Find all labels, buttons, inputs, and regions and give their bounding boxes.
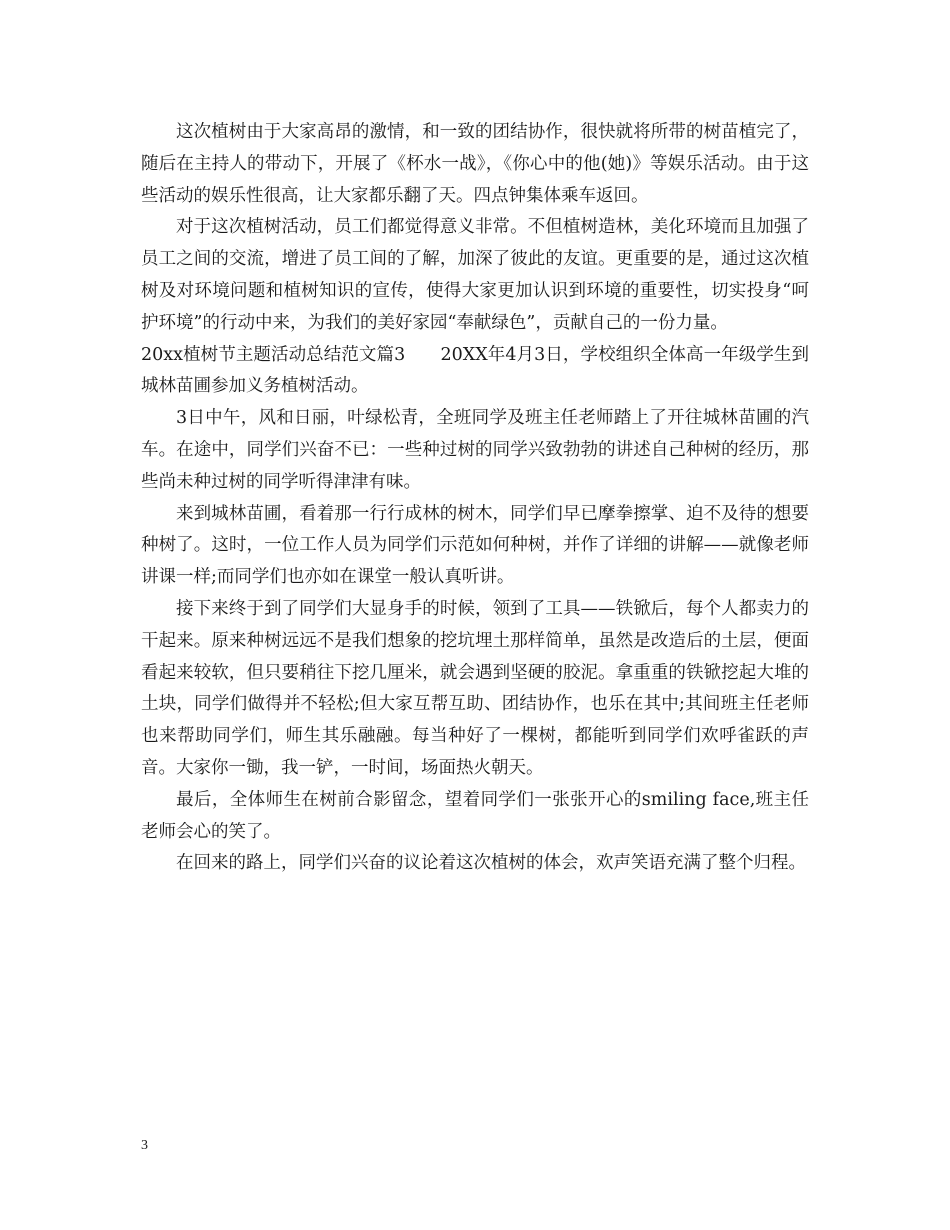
paragraph: 这次植树由于大家高昂的激情，和一致的团结协作，很快就将所带的树苗植完了，随后在主持人的带动下，开展了《杯水一战》，《你心中的他(她)》等娱乐活动。由于这些活动的娱乐性很高，让大家都乐翻了天。四点钟集体乘车返回。 [141,122,809,206]
paragraph: 3日中午，风和日丽，叶绿松青，全班同学及班主任老师踏上了开往城林苗圃的汽车。在途中，同学们兴奋不已：一些种过树的同学兴致勃勃的讲述自己种树的经历，那些尚未种过树的同学听得津津有味。 [141,408,809,492]
document-body [141,117,809,880]
paragraph: 最后，全体师生在树前合影留念，望着同学们一张张开心的smiling face,班主任老师会心的笑了。 [141,789,809,842]
page-number: 3 [141,1138,148,1153]
paragraph: 在回来的路上，同学们兴奋的议论着这次植树的体会，欢声笑语充满了整个归程。 [176,853,806,874]
paragraph: 接下来终于到了同学们大显身手的时候，领到了工具——铁锨后，每个人都卖力的干起来。原来种树远远不是我们想象的挖坑埋土那样简单，虽然是改造后的土层，便面看起来较软，但只要稍往下挖几厘米，就会遇到坚硬的胶泥。拿重重的铁锨挖起大堆的土块，同学们做得并不轻松;但大家互帮互助、团结协作，也乐在其中;其间班主任老师也来帮助同学们，师生其乐融融。每当种好了一棵树，都能听到同学们欢呼雀跃的声音。大家你一锄，我一铲，一时间，场面热火朝天。 [141,598,809,778]
paragraph: 来到城林苗圃，看着那一行行成林的树木，同学们早已摩拳擦掌、迫不及待的想要种树了。这时，一位工作人员为同学们示范如何种树，并作了详细的讲解——就像老师讲课一样;而同学们也亦如在课堂一般认真听讲。 [141,503,809,588]
paragraph: 对于这次植树活动，员工们都觉得意义非常。不但植树造林，美化环境而且加强了员工之间的交流，增进了员工间的了解，加深了彼此的友谊。更重要的是，通过这次植树及对环境问题和植树知识的宣传，使得大家更加认识到环境的重要性，切实投身“呵护环境”的行动中来，为我们的美好家园“奉献绿色”，贡献自己的一份力量。 [141,217,809,333]
section-heading-paragraph: 20xx植树节主题活动总结范文篇3 20XX年4月3日，学校组织全体高一年级学生到城林苗圃参加义务植树活动。 [141,344,809,397]
